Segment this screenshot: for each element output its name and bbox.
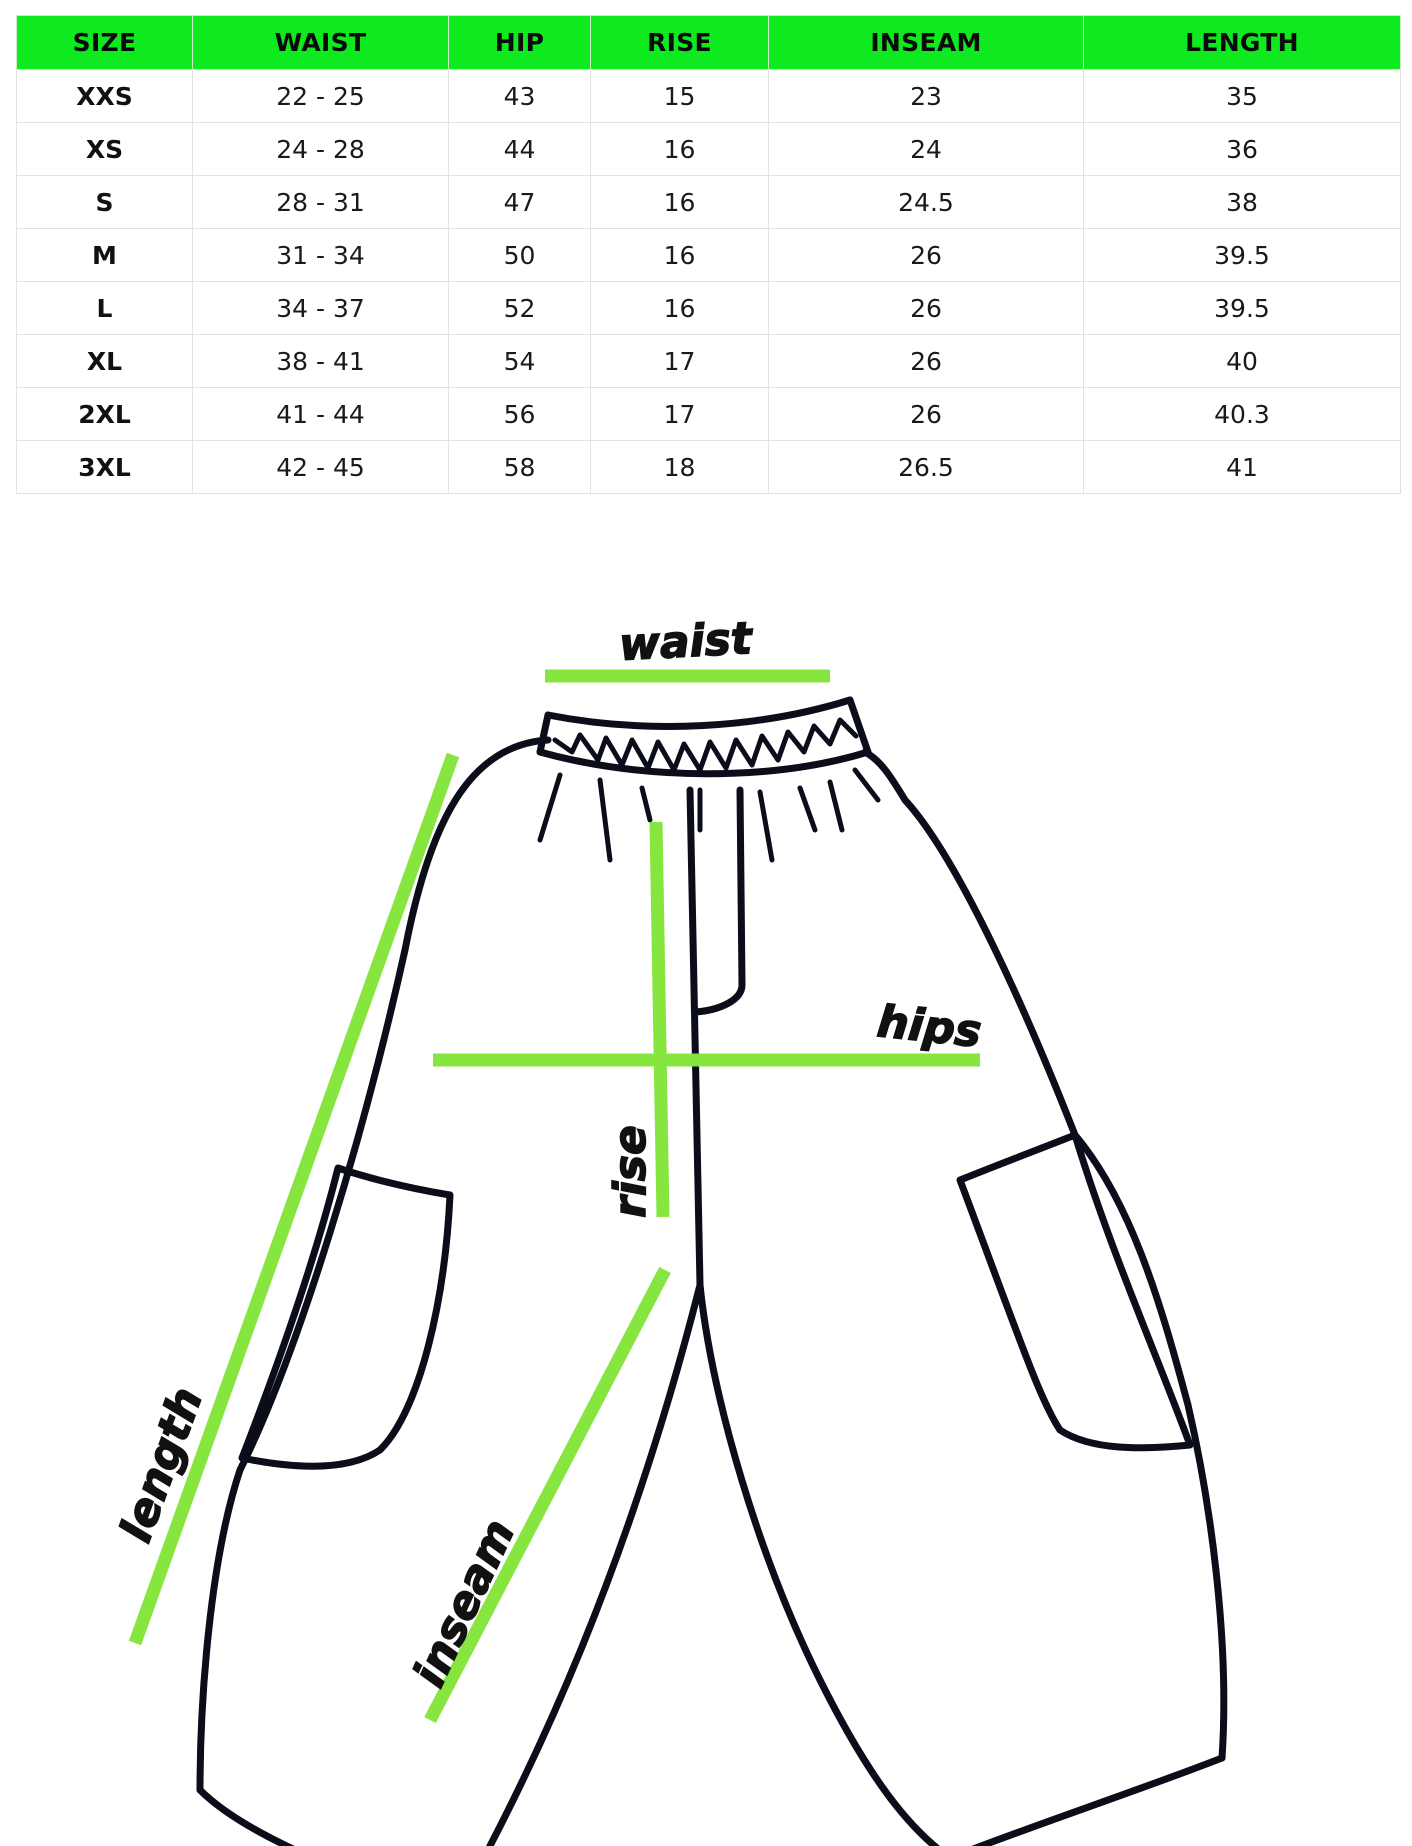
rise-measure-line xyxy=(656,822,663,1217)
length-cell: 40 xyxy=(1084,335,1401,388)
pants-illustration xyxy=(200,700,1224,1846)
rise-cell: 16 xyxy=(591,176,769,229)
inseam-cell: 24 xyxy=(769,123,1084,176)
hip-cell: 44 xyxy=(449,123,591,176)
length-cell: 41 xyxy=(1084,441,1401,494)
pants-right-hem xyxy=(950,1758,1222,1846)
waist-cell: 28 - 31 xyxy=(193,176,449,229)
length-cell: 35 xyxy=(1084,70,1401,123)
inseam-label: inseam xyxy=(403,1511,526,1695)
size-cell: XXS xyxy=(17,70,193,123)
length-cell: 39.5 xyxy=(1084,282,1401,335)
size-cell: 3XL xyxy=(17,441,193,494)
size-cell: S xyxy=(17,176,193,229)
rise-label: rise xyxy=(605,1125,656,1218)
header-rise: RISE xyxy=(591,16,769,70)
size-cell: M xyxy=(17,229,193,282)
gather-lines xyxy=(540,770,878,860)
waist-cell: 42 - 45 xyxy=(193,441,449,494)
hip-cell: 50 xyxy=(449,229,591,282)
length-cell: 38 xyxy=(1084,176,1401,229)
inseam-cell: 26 xyxy=(769,229,1084,282)
waist-label: waist xyxy=(617,613,754,671)
rise-cell: 17 xyxy=(591,335,769,388)
waistband-top xyxy=(548,700,850,726)
size-cell: 2XL xyxy=(17,388,193,441)
waist-cell: 31 - 34 xyxy=(193,229,449,282)
size-cell: XL xyxy=(17,335,193,388)
hip-cell: 47 xyxy=(449,176,591,229)
pants-right-outline xyxy=(865,752,1224,1758)
waistband-left-edge xyxy=(540,715,548,752)
rise-cell: 15 xyxy=(591,70,769,123)
inseam-cell: 26 xyxy=(769,388,1084,441)
waist-cell: 38 - 41 xyxy=(193,335,449,388)
rise-cell: 18 xyxy=(591,441,769,494)
size-cell: XS xyxy=(17,123,193,176)
hip-cell: 43 xyxy=(449,70,591,123)
waist-cell: 24 - 28 xyxy=(193,123,449,176)
waistband-right-edge xyxy=(850,700,868,752)
length-cell: 40.3 xyxy=(1084,388,1401,441)
rise-cell: 16 xyxy=(591,282,769,335)
hips-label: hips xyxy=(874,996,984,1058)
hip-cell: 56 xyxy=(449,388,591,441)
header-size: SIZE xyxy=(17,16,193,70)
header-length: LENGTH xyxy=(1084,16,1401,70)
pants-right-inseam xyxy=(700,1285,950,1846)
header-waist: WAIST xyxy=(193,16,449,70)
inseam-cell: 26.5 xyxy=(769,441,1084,494)
hip-cell: 54 xyxy=(449,335,591,388)
pants-left-outline xyxy=(200,740,548,1846)
length-cell: 36 xyxy=(1084,123,1401,176)
fly-flap xyxy=(696,790,742,1012)
hip-cell: 52 xyxy=(449,282,591,335)
header-inseam: INSEAM xyxy=(769,16,1084,70)
waist-cell: 41 - 44 xyxy=(193,388,449,441)
rise-cell: 17 xyxy=(591,388,769,441)
inseam-cell: 26 xyxy=(769,282,1084,335)
size-cell: L xyxy=(17,282,193,335)
left-cargo-pocket xyxy=(242,1168,450,1466)
hip-cell: 58 xyxy=(449,441,591,494)
inseam-cell: 23 xyxy=(769,70,1084,123)
inseam-cell: 24.5 xyxy=(769,176,1084,229)
waist-cell: 34 - 37 xyxy=(193,282,449,335)
waist-cell: 22 - 25 xyxy=(193,70,449,123)
rise-cell: 16 xyxy=(591,229,769,282)
length-measure-line xyxy=(135,755,453,1643)
header-hip: HIP xyxy=(449,16,591,70)
fly-seam xyxy=(690,790,700,1285)
rise-cell: 16 xyxy=(591,123,769,176)
length-label: length xyxy=(110,1380,214,1549)
inseam-cell: 26 xyxy=(769,335,1084,388)
length-cell: 39.5 xyxy=(1084,229,1401,282)
